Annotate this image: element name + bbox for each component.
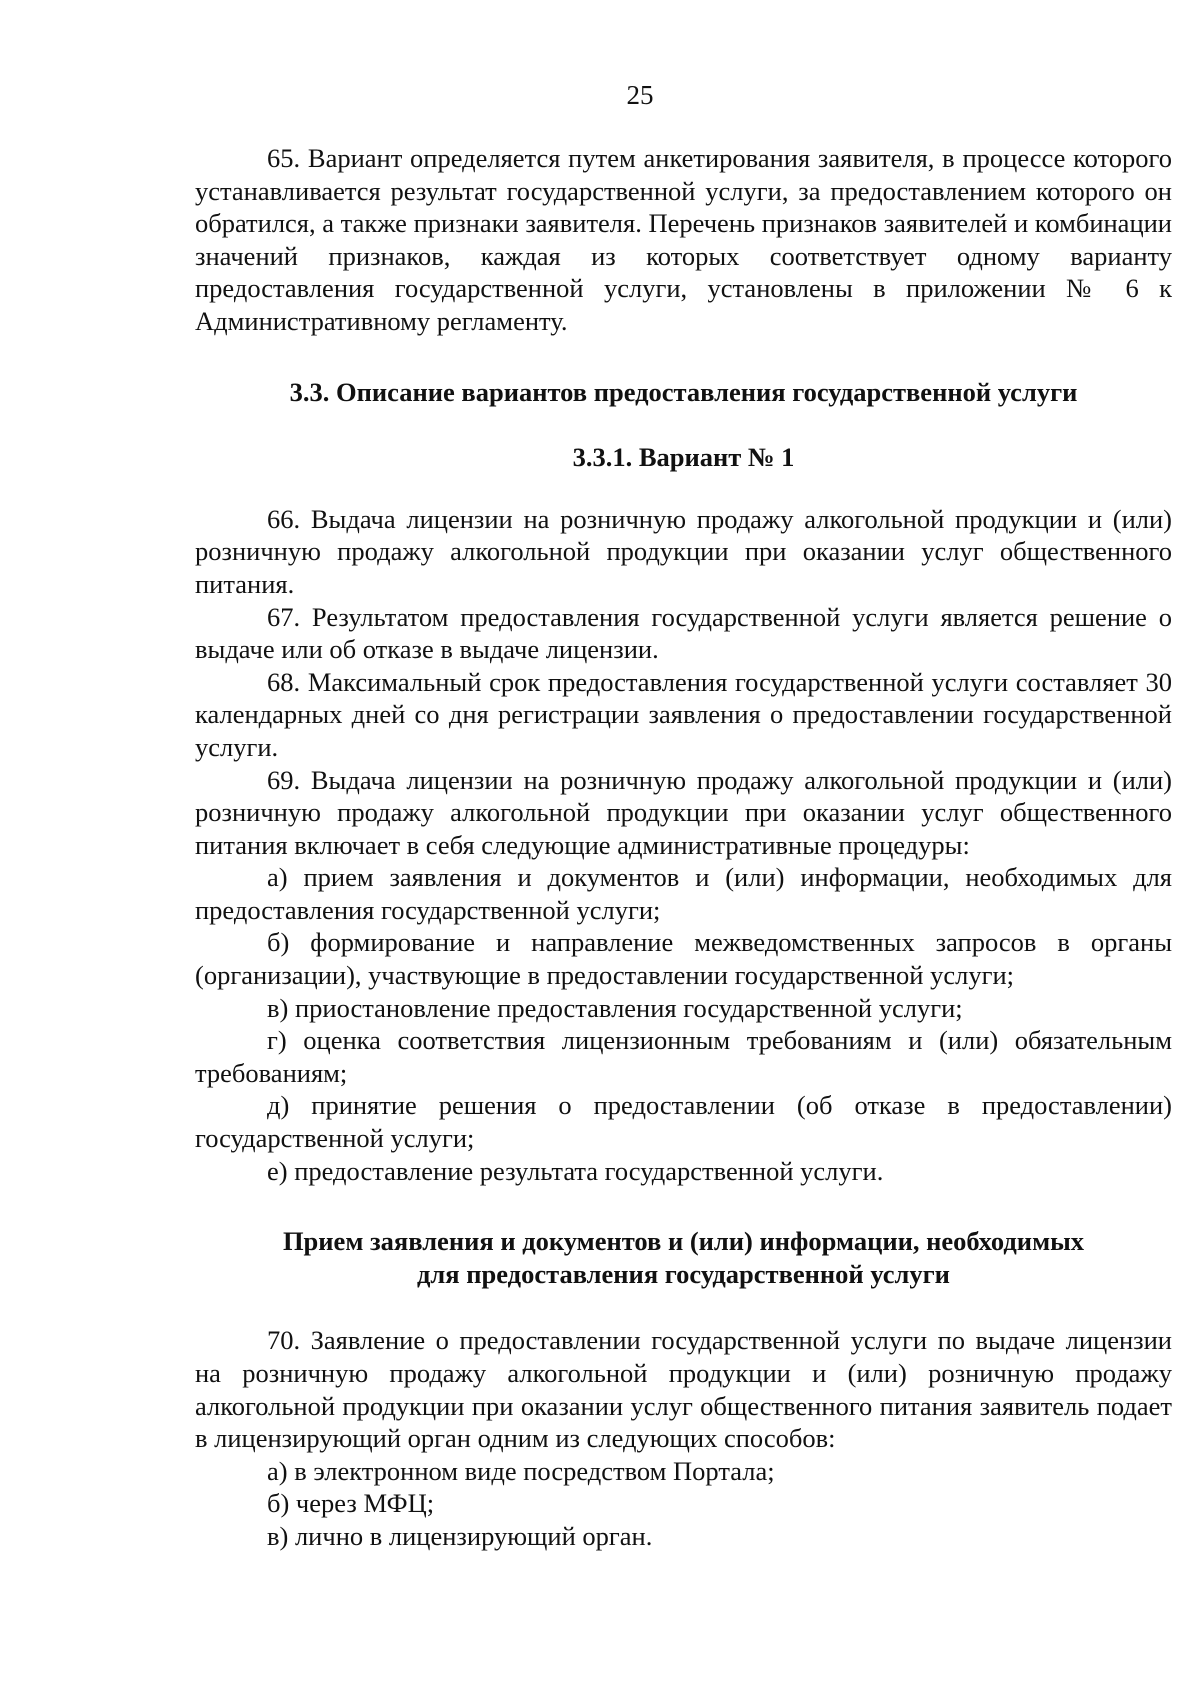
list-item-69d: д) принятие решения о предоставлении (об отказе в предоставлении) государственной услуги; (195, 1090, 1172, 1154)
page-number: 25 (626, 80, 654, 110)
paragraph-65: 65. Вариант определяется путем анкетирования заявителя, в процессе которого устанавливается результат государственной услуги, за предоставлением которого он обратился, а также признаки заявителя. Перечень признаков заявителей и комбинации значений признаков, каждая из которых соответствует одному варианту предоставления государственной услуги, установлены в приложении № 6 к Административному регламенту. (195, 143, 1172, 336)
paragraph-70: 70. Заявление о предоставлении государственной услуги по выдаче лицензии на розничную продажу алкогольной продукции и (или) розничную продажу алкогольной продукции при оказании услуг общественного питания заявитель подает в лицензирующий орган одним из следующих способов: (195, 1325, 1172, 1454)
list-item-70v: в) лично в лицензирующий орган. (267, 1520, 653, 1551)
document-body (195, 142, 1172, 1553)
section-heading-priem-line1: Прием заявления и документов и (или) информации, необходимых (282, 1226, 1085, 1257)
list-item-70b: б) через МФЦ; (267, 1488, 435, 1519)
list-item-69a: а) прием заявления и документов и (или) информации, необходимых для предоставления государственной услуги; (195, 862, 1172, 925)
list-item-69b: б) формирование и направление межведомственных запросов в органы (организации), участвующие в предоставлении государственной услуги; (195, 927, 1172, 991)
list-item-69v: в) приостановление предоставления государственной услуги; (267, 992, 963, 1023)
list-item-69g: г) оценка соответствия лицензионным требованиям и (или) обязательным требованиям; (195, 1025, 1172, 1088)
list-item-69e: е) предоставление результата государственной услуги. (267, 1155, 884, 1186)
paragraph-69: 69. Выдача лицензии на розничную продажу алкогольной продукции и (или) розничную продажу алкогольной продукции при оказании услуг общественного питания включает в себя следующие административные процедуры: (195, 764, 1172, 860)
paragraph-68: 68. Максимальный срок предоставления государственной услуги составляет 30 календарных дней со дня регистрации заявления о предоставлении государственной услуги. (195, 666, 1172, 762)
paragraph-67: 67. Результатом предоставления государственной услуги является решение о выдаче или об отказе в выдаче лицензии. (195, 601, 1172, 665)
paragraph-66: 66. Выдача лицензии на розничную продажу алкогольной продукции и (или) розничную продажу алкогольной продукции при оказании услуг общественного питания. (195, 503, 1172, 599)
subsection-heading-3-3-1: 3.3.1. Вариант № 1 (572, 442, 795, 473)
section-heading-3-3: 3.3. Описание вариантов предоставления государственной услуги (289, 376, 1078, 407)
section-heading-priem (195, 1225, 1172, 1290)
section-heading-priem-line2: для предоставления государственной услуги (417, 1258, 950, 1289)
list-item-70a: а) в электронном виде посредством Портала; (267, 1455, 775, 1486)
